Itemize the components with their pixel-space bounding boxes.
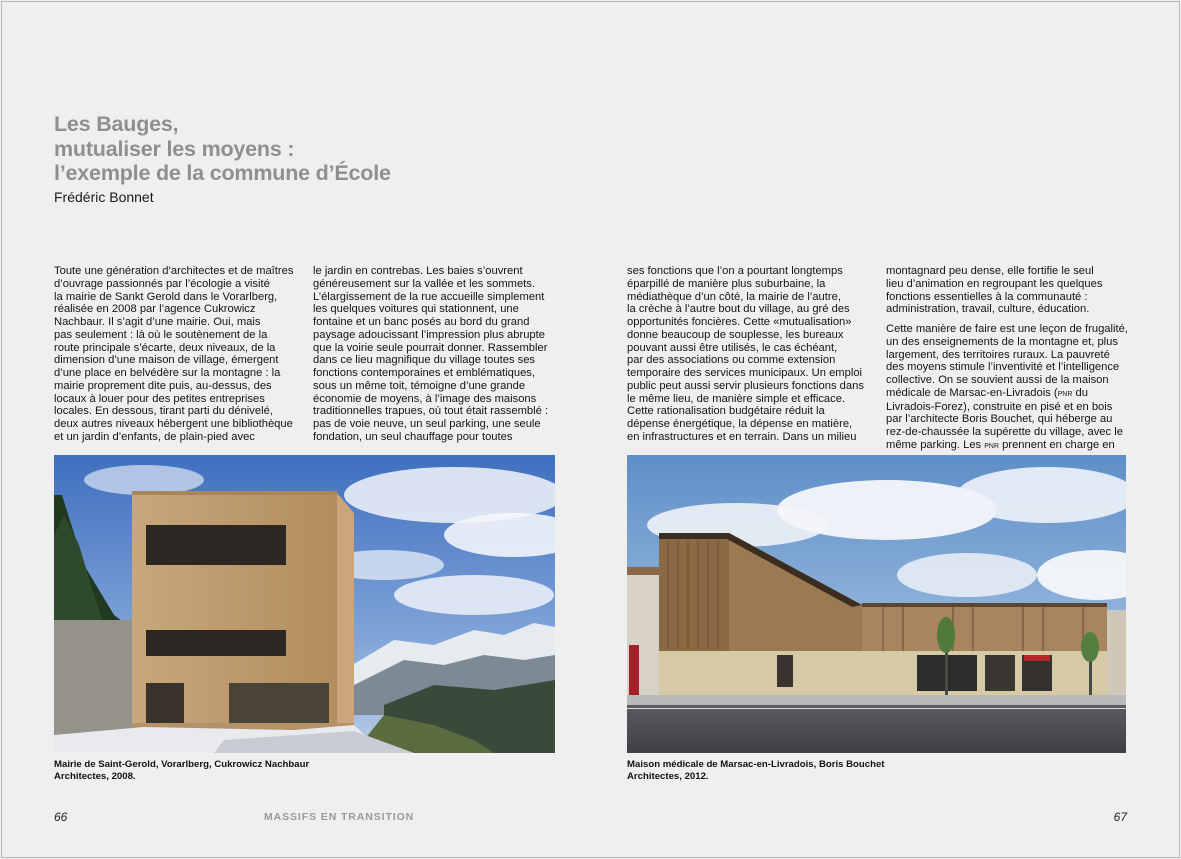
text-line: route principale s’écarte, deux niveaux, de la [54,341,276,354]
text-line: même parking. Les pnr prennent en charge en [886,438,1115,451]
text-line: en infrastructures et en terrain. Dans un milieu [627,430,857,443]
text-line: Cette manière de faire est une leçon de frugalité, [886,323,1128,335]
text-line: administration, travail, culture, éducation. [886,303,1090,316]
text-line: mairie proprement dite puis, au-dessus, des [54,379,272,392]
caption-line: Architectes, 2012. [627,770,709,782]
text-line: pas de voie neuve, un seul parking, une seule [313,418,541,430]
caption-line: Mairie de Saint-Gerold, Vorarlberg, Cukrowicz Nachbaur [54,759,310,770]
text-line: paysage adoucissant l’impression plus abrupte [313,328,545,341]
text-line: d’ouvrage passionnés par l’écologie a visité [54,277,270,290]
text-line: la mairie de Sankt Gerold dans le Vorarlberg, [54,290,278,303]
text-line: économie de moyens, à l’image des maisons [313,392,537,405]
acronym-pnr: pnr [1057,387,1073,399]
text-line: dimension d’une maison de village, émergent [54,354,279,367]
text-column-2 [313,265,555,444]
text-line: le jardin en contrebas. Les baies s’ouvrent [313,265,523,277]
text-line: L’élargissement de la rue accueille simplement [313,290,545,303]
text-line: médicale de Marsac-en-Livradois (pnr du [886,386,1088,399]
page-number-right: 67 [1113,810,1127,824]
photo-marsac [627,455,1126,753]
photo-marsac-image [627,455,1126,753]
text-line: et un jardin d’enfants, de plain-pied avec [54,430,255,443]
photo-saint-gerold [54,455,555,753]
photo-saint-gerold-image [54,455,555,753]
caption-marsac [627,759,885,782]
title-line: mutualiser les moyens : [54,136,295,161]
text-line: collective. On se souvient aussi de la maison [886,374,1109,386]
text-line: dans ce lieu magnifique du village toutes ses [313,354,536,367]
text-line: opportunités foncières. Cette «mutualisation» [627,316,852,328]
text-line: donne beaucoup de souplesse, les bureaux [627,328,844,341]
text-line: réalisée en 2008 par l’agence Cukrowicz [54,303,256,316]
text-line: médiathèque d’un côté, la mairie de l’autre, [627,290,841,303]
text-line: montagnard peu dense, elle fortifie le seul [886,265,1094,277]
running-head: MASSIFS EN TRANSITION [264,811,415,823]
text-line: que la voirie seule pourrait donner. Rassembler [313,341,548,354]
page-number-left: 66 [54,810,68,824]
text-line: d’une place en belvédère sur la montagne : la [54,367,281,379]
text-column-1 [54,265,296,444]
acronym-pnr: pnr [984,439,1000,451]
text-line: par des associations ou comme extension [627,354,836,367]
text-line: pas seulement : là où le soutènement de la [54,328,268,341]
caption-saint-gerold [54,759,309,782]
text-line: temporaire des services municipaux. Un emploi [627,367,863,379]
text-line: les quelques voitures qui stationnent, une [313,303,519,316]
text-line: fonctions contemporaines et emblématiques, [313,367,536,379]
caption-line: Maison médicale de Marsac-en-Livradois, Boris Bouchet [627,759,885,770]
text-line: Toute une génération d’architectes et de maîtres [54,265,294,277]
text-line: des moyens stimule l’inventivité et l’intelligence [886,361,1120,374]
text-column-4 [886,265,1128,453]
text-line: la crèche à l’autre bout du village, au gré des [627,303,850,316]
text-line: généreusement sur la vallée et les sommets. [313,277,535,290]
article-author: Frédéric Bonnet [54,189,154,205]
text-line: Livradois-Forez), construite en pisé et en bois [886,400,1113,413]
text-line: locaux à louer pour des petites entreprises [54,392,265,405]
text-line: traditionnelles trapues, où tout était rassemblé : [313,405,549,418]
text-line: sous un même toit, témoigne d’une grande [313,379,526,392]
text-line: fondation, un seul chauffage pour toutes [313,430,513,443]
text-line: locales. En dessous, tirant parti du dénivelé, [54,405,273,418]
text-line: fonctions essentielles à la communauté : [886,290,1088,303]
text-line: dépense énergétique, la dépense en matière, [627,418,853,430]
text-column-3 [627,265,869,444]
text-line: le même lieu, de manière simple et efficace. [627,392,846,405]
text-line: un des enseignements de la montagne et, plus [886,335,1118,348]
text-line: public peut aussi servir plusieurs fonctions dans [627,379,864,392]
title-line: l’exemple de la commune d’École [54,161,391,185]
text-line: Cette rationalisation budgétaire réduit la [627,405,825,418]
text-line: rez-de-chaussée la supérette du village, avec le [886,426,1123,438]
text-line: ses fonctions que l’on a pourtant longtemps [627,265,843,277]
article-title [54,112,391,186]
text-line: Nachbaur. Il s’agit d’une mairie. Oui, mais [54,316,261,328]
text-line: par l’architecte Boris Bouchet, qui héberge au [886,413,1113,426]
text-line: éparpillé de manière plus suburbaine, la [627,277,826,290]
text-line: largement, des territoires ruraux. La pauvreté [886,348,1110,361]
text-line: lieu d’animation en regroupant les quelques [886,277,1103,290]
text-line: fontaine et un banc posés au bord du grand [313,316,530,328]
title-line: Les Bauges, [54,112,179,136]
caption-line: Architectes, 2008. [54,770,136,782]
text-line: pouvant aussi être utilisés, le cas échéant, [627,341,838,354]
text-line: deux autres niveaux hébergent une bibliothèque [54,418,293,430]
